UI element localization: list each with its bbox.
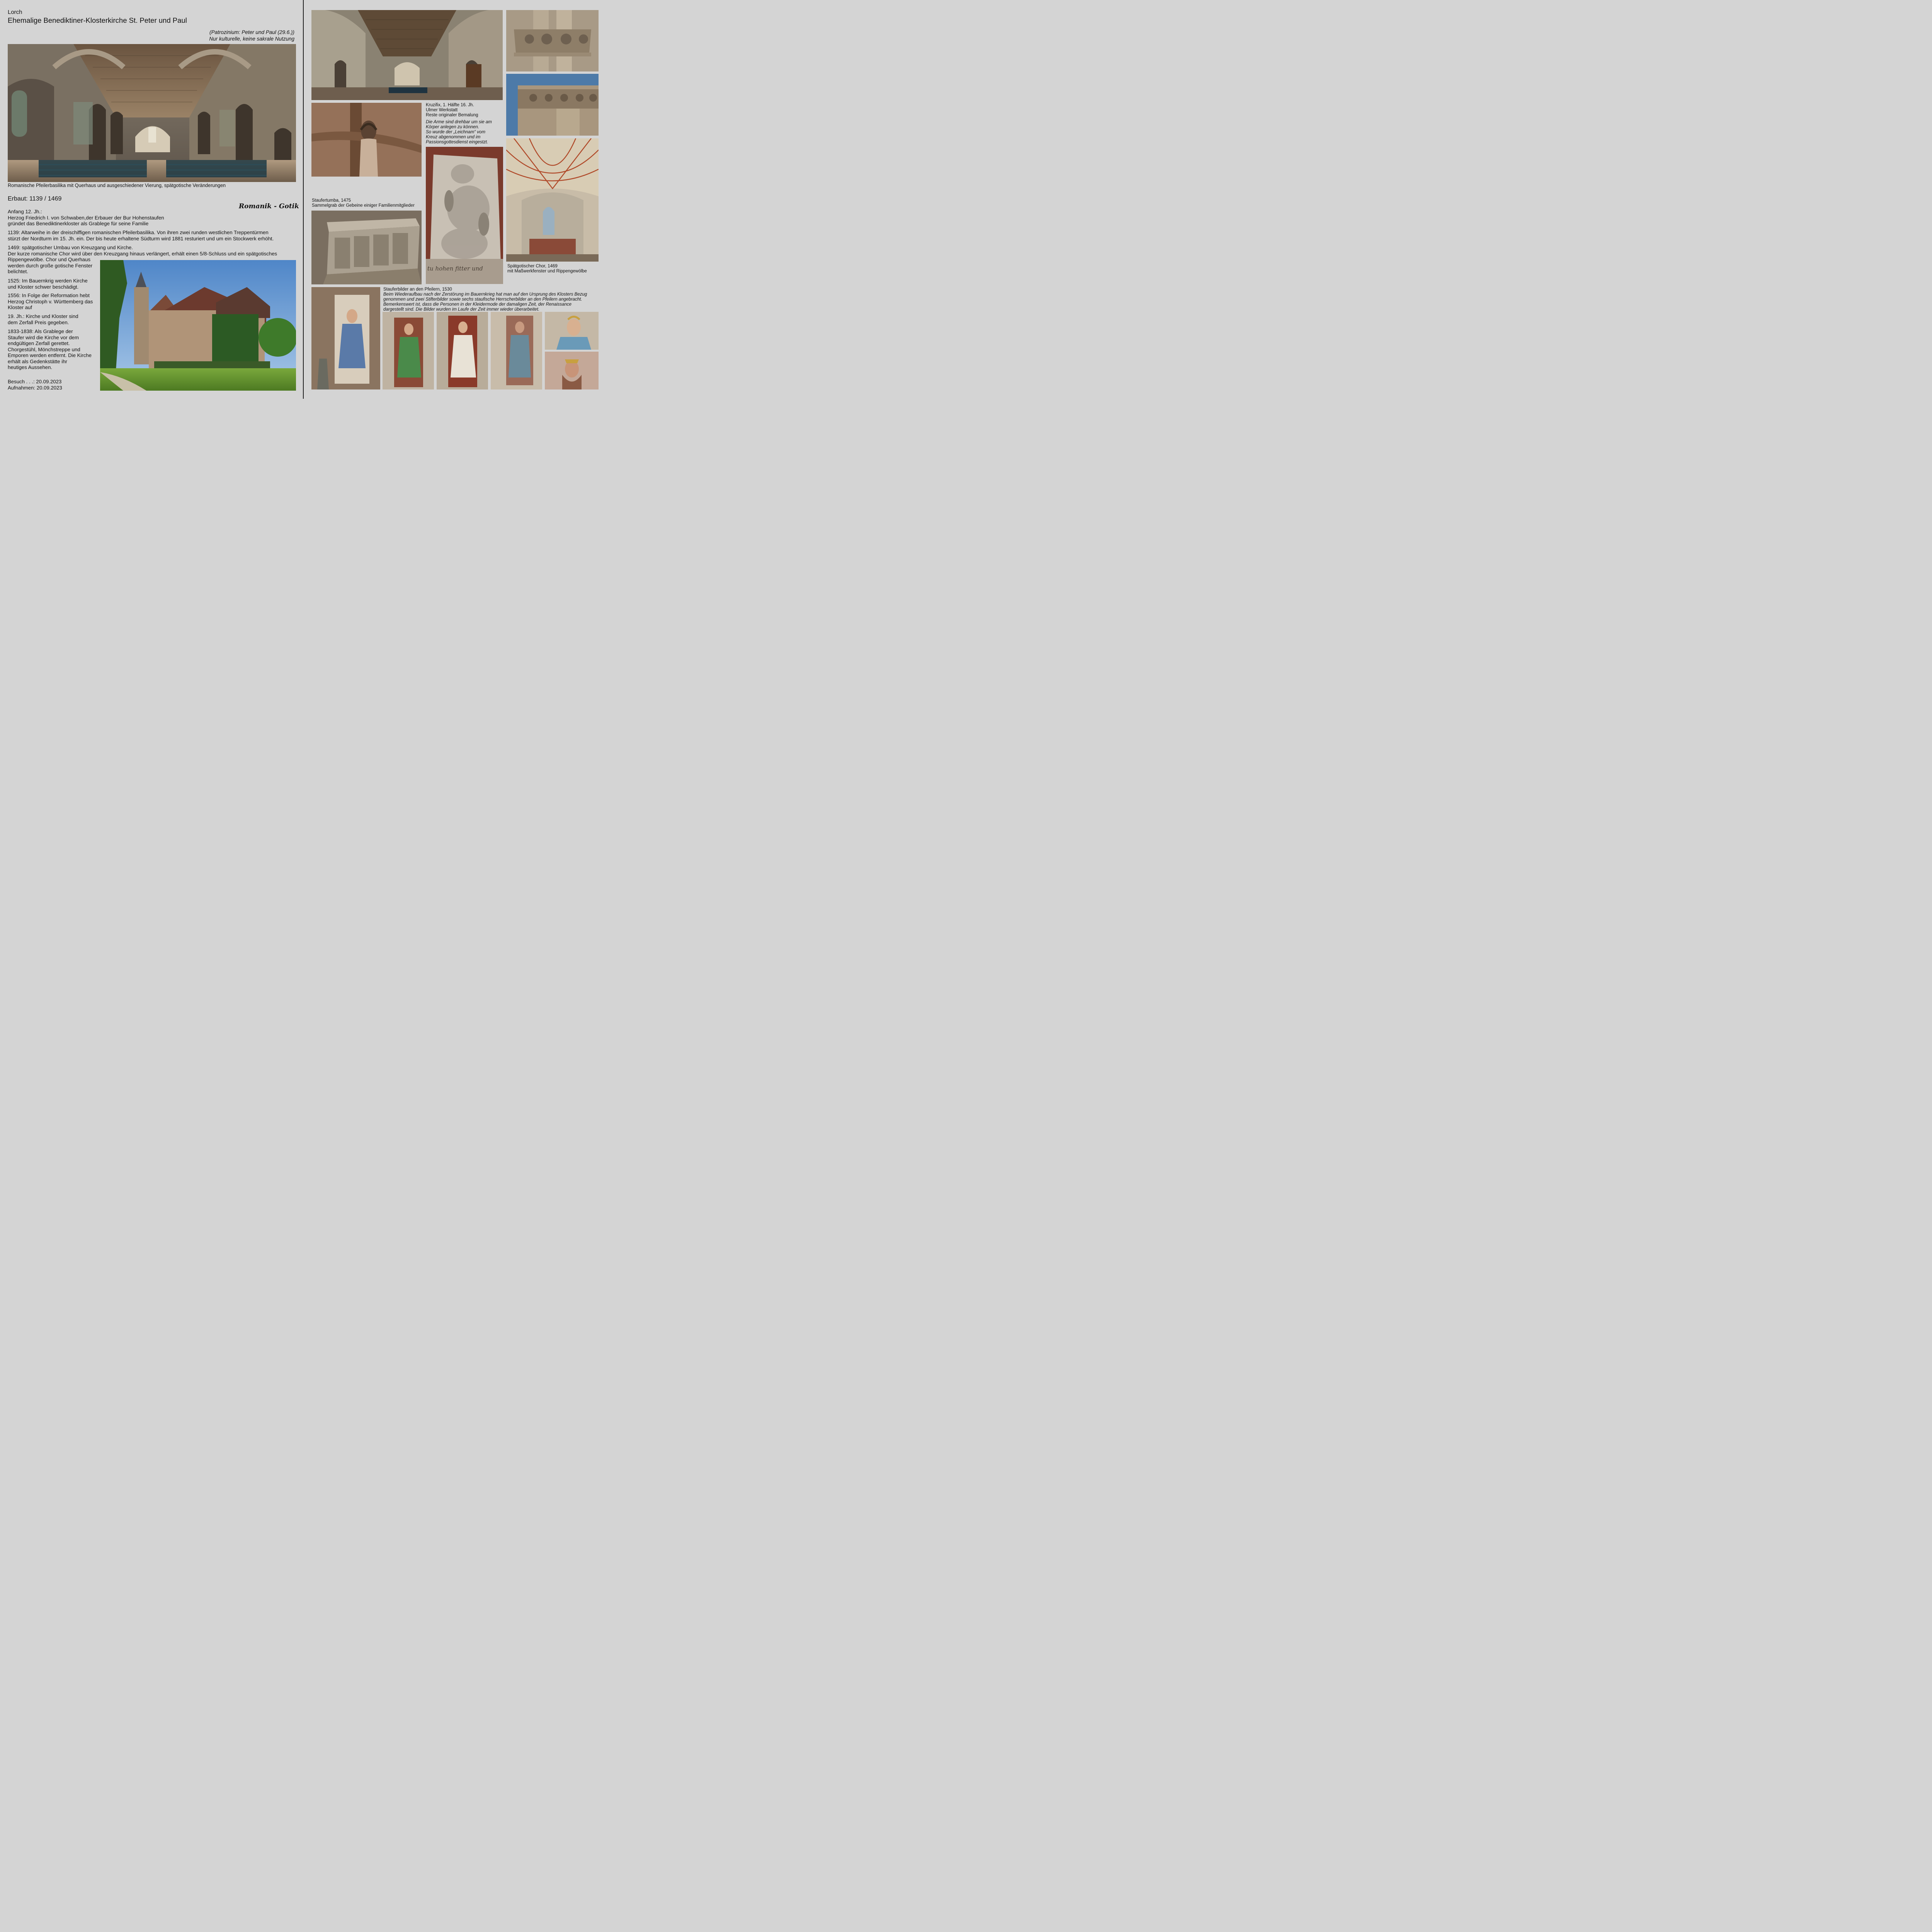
paintings-title: Stauferbilder an den Pfeilern, 1530 bbox=[383, 287, 452, 292]
nave-interior-photo bbox=[8, 44, 296, 182]
paintings-note: Beim Wiederaufbau nach der Zerstörung im Bauernkrieg hat man auf den Ursprung des Klosters Bezug genommen und zwei Stifterbilder sowie sechs staufische Herrscherbilder an den Pfeilern angebracht. Bemerkenswert ist, dass die Personen in der Kleidermode der damaligen Zeit, der Renaissance dargestellt sind. Die Bilder wurden im Laufe der Zeit immer wieder überarbeitet. bbox=[383, 292, 587, 312]
history-paragraph-1: Anfang 12. Jh.: Herzog Friedrich I. von Schwaben,der Erbauer der Bur Hohenstaufen gründet das Benediktinerkloster als Grablege für seine Familie bbox=[8, 209, 164, 226]
visit-dates: Besuch . . .: 20.09.2023 Aufnahmen: 20.09.2023 bbox=[8, 379, 62, 391]
stauf-tomb-photo bbox=[311, 211, 422, 284]
history-paragraph-5: 1556: In Folge der Reformation hebt Herzog Christoph v. Württemberg das Kloster auf bbox=[8, 293, 93, 310]
tomb-lid-relief-photo bbox=[426, 147, 503, 284]
pillar-painting-photo-2 bbox=[383, 312, 434, 389]
pillar-painting-detail-1 bbox=[545, 312, 599, 350]
crucifix-note: Die Arme sind drehbar um sie am Körper anlegen zu können. So wurde der „Leichnam“ vom Kreuz abgenommen und im Passionsgottesdienst eingestzt. bbox=[426, 120, 492, 145]
pillar-painting-photo-1 bbox=[311, 287, 380, 389]
history-paragraph-6: 19. Jh.: Kirche und Kloster sind dem Zerfall Preis gegeben. bbox=[8, 313, 78, 325]
capital-relief-photo-1 bbox=[506, 10, 599, 71]
history-paragraph-3: 1469: spätgotischer Umbau von Kreuzgang und Kirche. Der kurze romanische Chor wird über den Kreuzgang hinaus verlängert, erhält einen 5/8-Schluss und ein spätgotisches bbox=[8, 245, 277, 257]
history-paragraph-2: 1139: Altarweihe in der dreischiffigen romanischen Pfeilerbasilika. Von ihren zwei runden westlichen Treppentürmen stürzt der Nordturm im 15. Jh. ein. Der bis heute erhaltene Südturm wird 1881 resturiert und um ein Stockwerk erhöht. bbox=[8, 230, 274, 242]
pillar-painting-photo-4 bbox=[491, 312, 542, 389]
built-dates: Erbaut: 1139 / 1469 bbox=[8, 196, 62, 202]
place-name: Lorch bbox=[8, 9, 22, 15]
gothic-choir-photo bbox=[506, 138, 599, 262]
church-exterior-photo bbox=[100, 260, 296, 391]
choir-caption: Spätgotischer Chor, 1469 mit Maßwerkfenster und Rippengewölbe bbox=[507, 264, 587, 274]
history-paragraph-4: 1525: Im Bauernkrig werden Kirche und Kloster schwer beschädigt. bbox=[8, 278, 88, 290]
nave-panorama-photo bbox=[311, 10, 503, 100]
pillar-painting-photo-3 bbox=[437, 312, 488, 389]
style-label: Romanik - Gotik bbox=[239, 202, 299, 210]
tomb-inscription: tu hohen fitter und bbox=[427, 265, 483, 272]
page-divider bbox=[303, 0, 304, 399]
patrozinium: (Patrozinium: Peter und Paul (29.6.)) bbox=[209, 29, 294, 35]
crucifix-caption: Kruzifix, 1. Hälfte 16. Jh. Ulmer Werkstatt Reste originaler Bemalung bbox=[426, 103, 478, 117]
main-photo-caption: Romanische Pfeilerbasilika mit Querhaus und ausgeschiedener Vierung, spätgotische Veränderungen bbox=[8, 183, 226, 188]
history-paragraph-3b: Rippengewölbe. Chor und Querhaus werden durch große gotische Fenster belichtet. bbox=[8, 257, 93, 274]
pillar-painting-detail-2 bbox=[545, 352, 599, 389]
crucifix-photo bbox=[311, 103, 422, 177]
page-title: Ehemalige Benediktiner-Klosterkirche St. Peter und Paul bbox=[8, 16, 187, 24]
capital-relief-photo-2 bbox=[506, 74, 599, 136]
history-paragraph-7: 1833-1838: Als Grablege der Staufer wird die Kirche vor dem endgültigen Zerfall gerettet. Chorgestühl, Mönchstreppe und Emporen werden entfernt. Die Kirche erhält als Gedenkstätte ihr heutiges Aussehen. bbox=[8, 328, 92, 370]
usage-note: Nur kulturelle, keine sakrale Nutzung bbox=[209, 36, 294, 42]
tomb-caption: Staufertumba, 1475 Sammelgrab der Gebeine einiger Familienmitglieder bbox=[312, 198, 415, 208]
